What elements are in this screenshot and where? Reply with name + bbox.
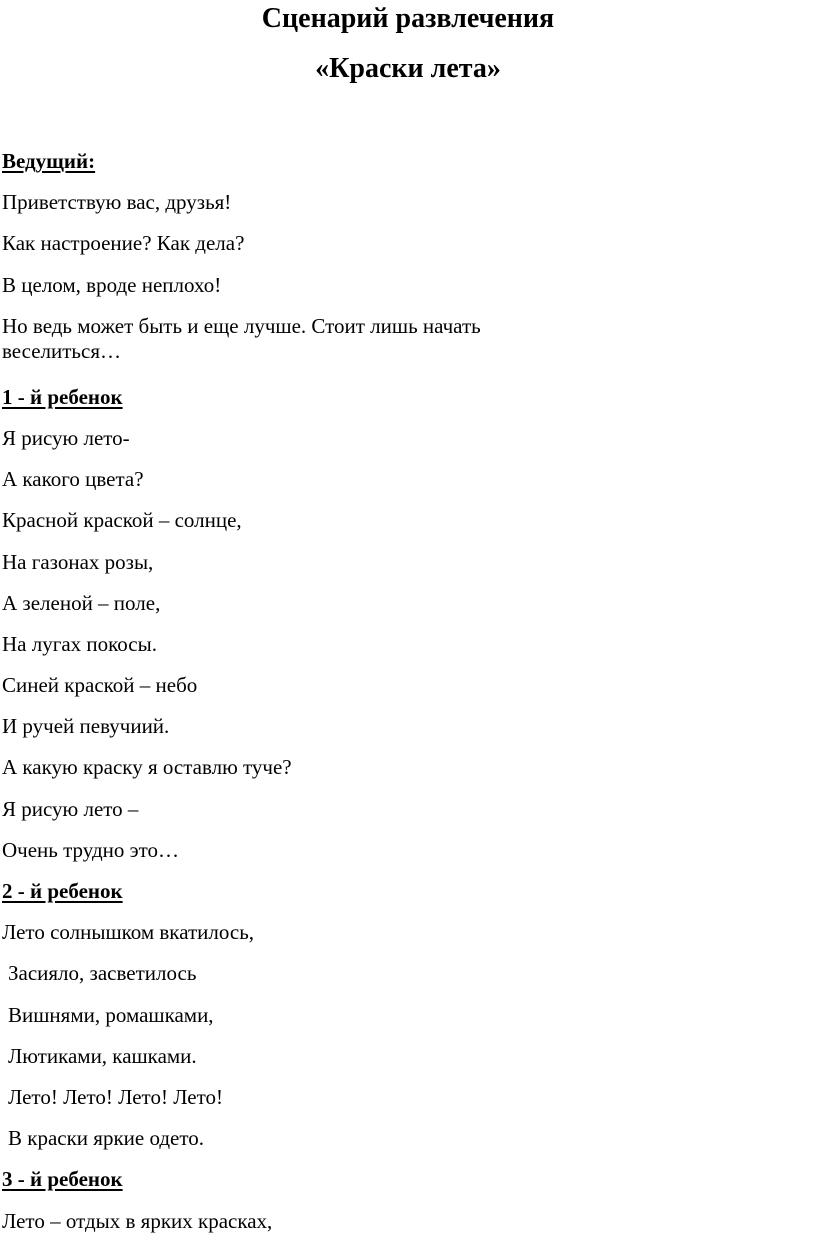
script-line: Я рисую лето- xyxy=(2,425,130,450)
script-line: Приветствую вас, друзья! xyxy=(2,190,232,215)
script-line: Вишнями, ромашками, xyxy=(8,1002,214,1027)
script-line: Я рисую лето – xyxy=(2,796,139,821)
speaker-heading: 2 - й ребенок xyxy=(2,879,123,903)
script-line: Лютиками, кашками. xyxy=(8,1043,197,1068)
script-line: А какую краску я оставлю туче? xyxy=(2,755,292,780)
script-line: Красной краской – солнце, xyxy=(2,508,242,533)
script-line: На газонах розы, xyxy=(2,549,154,574)
script-line: Лето – отдых в ярких красках, xyxy=(2,1208,273,1233)
script-line: Лето! Лето! Лето! Лето! xyxy=(8,1084,224,1109)
script-line: В целом, вроде неплохо! xyxy=(2,272,222,297)
script-line: На лугах покосы. xyxy=(2,631,157,656)
script-line: Лето солнышком вкатилось, xyxy=(2,920,255,945)
script-line: Очень трудно это… xyxy=(2,837,180,862)
script-line: Синей краской – небо xyxy=(2,673,198,698)
speaker-heading: Ведущий: xyxy=(2,149,96,173)
script-line: Засияло, засветилось xyxy=(8,961,197,986)
script-line: Как настроение? Как дела? xyxy=(2,231,245,256)
script-line: В краски яркие одето. xyxy=(8,1126,205,1151)
speaker-heading: 3 - й ребенок xyxy=(2,1167,123,1192)
document-subtitle: «Краски лета» xyxy=(315,53,501,84)
script-line: А зеленой – поле, xyxy=(2,590,161,615)
speaker-heading: 1 - й ребенок xyxy=(2,384,123,409)
script-body xyxy=(2,147,802,1248)
script-line: И ручей певучиий. xyxy=(2,714,170,739)
script-line: Но ведь может быть и еще лучше. Стоит лишь начать веселиться… xyxy=(2,313,481,363)
document-title: Сценарий развлечения xyxy=(261,3,555,34)
script-line: А какого цвета? xyxy=(2,467,144,492)
